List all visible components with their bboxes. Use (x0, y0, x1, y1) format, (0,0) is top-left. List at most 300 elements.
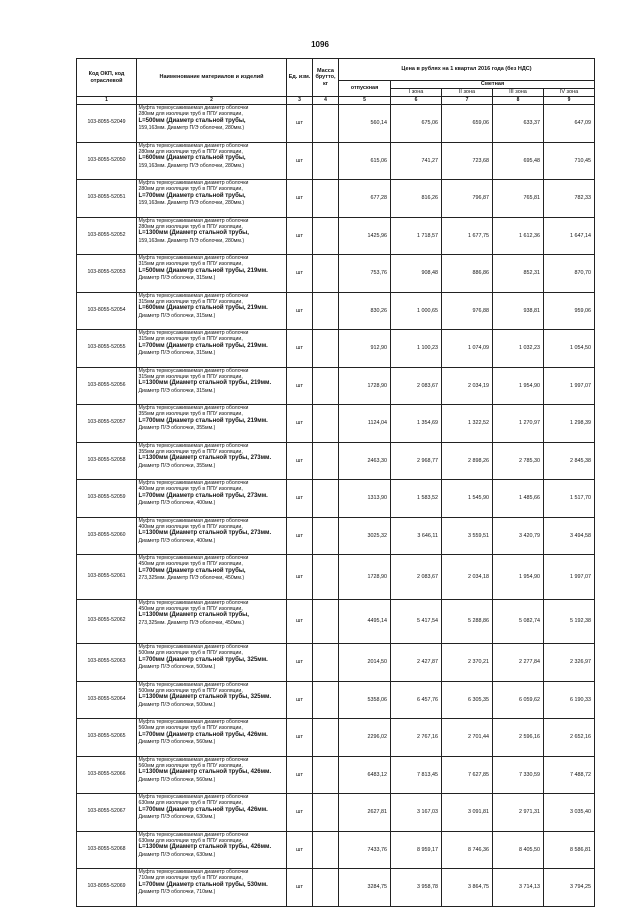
row-name-line: Диаметр П/Э оболочки, 315мм.) (138, 387, 216, 394)
row-name-line: 450мм для изоляции труб в ППУ изоляции, (138, 605, 243, 612)
row-name (137, 555, 287, 600)
row-name-line: Муфта термоусаживаемая диаметр оболочки (138, 719, 249, 725)
row-zone4-price: 1 298,39 (544, 405, 595, 443)
row-name (137, 794, 287, 832)
table-row (77, 599, 595, 644)
row-unit: шт (287, 330, 313, 368)
row-zone2-price: 796,87 (442, 180, 493, 218)
column-numbers-row (77, 97, 595, 105)
row-zone3-price: 3 714,13 (493, 869, 544, 907)
row-zone2-price: 5 288,86 (442, 599, 493, 644)
row-zone1-price: 2 968,77 (391, 442, 442, 480)
table-body (77, 105, 595, 907)
row-name-line: L=600мм (Диаметр стальной трубы, 219мм. (138, 305, 268, 312)
row-zone3-price: 1 032,23 (493, 330, 544, 368)
row-name-line: Муфта термоусаживаемая диаметр оболочки (138, 367, 249, 374)
row-name-line: L=1300мм (Диаметр стальной трубы, (138, 612, 249, 619)
table-header (77, 59, 595, 105)
row-name-line: L=1300мм (Диаметр стальной трубы, (138, 230, 249, 237)
row-code: 103-8055-52049 (77, 105, 137, 143)
row-zone1-price: 6 457,76 (391, 681, 442, 719)
row-name-line: Муфта термоусаживаемая диаметр оболочки (138, 180, 249, 186)
row-name-line: Диаметр П/Э оболочки, 560мм.) (138, 776, 216, 783)
row-zone3-price: 2 971,31 (493, 794, 544, 832)
row-code: 103-8055-52052 (77, 217, 137, 255)
row-mass (313, 330, 339, 368)
row-name-line: 400мм для изоляции труб в ППУ изоляции, (138, 486, 243, 493)
row-zone4-price: 6 190,33 (544, 681, 595, 719)
row-zone4-price: 5 192,38 (544, 599, 595, 644)
row-zone1-price: 2 083,67 (391, 555, 442, 600)
row-name-line: L=1300мм (Диаметр стальной трубы, 273мм. (138, 455, 272, 462)
row-name-line: Диаметр П/Э оболочки, 560мм.) (138, 739, 216, 745)
row-name-line: Муфта термоусаживаемая диаметр оболочки (138, 217, 249, 224)
row-mass (313, 442, 339, 480)
row-name-line: 315мм для изоляции труб в ППУ изоляции, (138, 336, 243, 343)
row-mass (313, 142, 339, 180)
row-name-line: Диаметр П/Э оболочки, 315мм.) (138, 350, 216, 356)
row-zone2-price: 3 091,81 (442, 794, 493, 832)
row-name-line: 630мм для изоляции труб в ППУ изоляции, (138, 800, 243, 807)
row-name-line: L=700мм (Диаметр стальной трубы, 219мм. (138, 417, 268, 424)
row-unit: шт (287, 105, 313, 143)
row-code: 103-8055-52055 (77, 330, 137, 368)
row-mass (313, 869, 339, 907)
row-unit: шт (287, 599, 313, 644)
row-name-line: 630мм для изоляции труб в ППУ изоляции, (138, 837, 243, 844)
row-zone4-price: 1 997,07 (544, 555, 595, 600)
row-zone2-price: 2 370,21 (442, 644, 493, 682)
row-unit: шт (287, 255, 313, 293)
row-name-line: 159,163мм. Диаметр П/Э оболочки, 280мм.) (138, 162, 245, 169)
row-name (137, 869, 287, 907)
row-unit: шт (287, 292, 313, 330)
row-name (137, 756, 287, 794)
row-name-line: L=700мм (Диаметр стальной трубы, 426мм. (138, 806, 268, 813)
row-zone3-price: 852,31 (493, 255, 544, 293)
table-row (77, 719, 595, 757)
row-zone4-price: 1 997,07 (544, 367, 595, 405)
row-zone2-price: 1 677,75 (442, 217, 493, 255)
row-zone1-price: 1 718,57 (391, 217, 442, 255)
row-zone4-price: 3 794,25 (544, 869, 595, 907)
row-name (137, 831, 287, 869)
row-name-line: Муфта термоусаживаемая диаметр оболочки (138, 644, 249, 650)
table-row (77, 555, 595, 600)
row-name-line: L=1300мм (Диаметр стальной трубы, 426мм. (138, 844, 272, 851)
row-zone3-price: 1 612,36 (493, 217, 544, 255)
row-code: 103-8055-52053 (77, 255, 137, 293)
table-row (77, 330, 595, 368)
row-zone2-price: 7 627,85 (442, 756, 493, 794)
row-zone1-price: 1 354,69 (391, 405, 442, 443)
row-mass (313, 831, 339, 869)
table-row (77, 405, 595, 443)
row-zone2-price: 2 034,19 (442, 367, 493, 405)
row-name-line: Муфта термоусаживаемая диаметр оболочки (138, 756, 249, 763)
row-name-line: L=1300мм (Диаметр стальной трубы, 426мм. (138, 769, 272, 776)
row-unit: шт (287, 142, 313, 180)
table-row (77, 255, 595, 293)
row-mass (313, 405, 339, 443)
column-number: 9 (544, 97, 595, 105)
row-name-line: Диаметр П/Э оболочки, 400мм.) (138, 537, 216, 544)
row-name-line: Муфта термоусаживаемая диаметр оболочки (138, 292, 249, 299)
row-unit: шт (287, 794, 313, 832)
row-code: 103-8055-52059 (77, 480, 137, 518)
row-name-line: L=600мм (Диаметр стальной трубы, (138, 155, 246, 162)
header-mass: Масса брутто, кг (313, 59, 339, 97)
row-name-line: 560мм для изоляции труб в ППУ изоляции, (138, 762, 243, 769)
row-mass (313, 756, 339, 794)
row-name-line: Диаметр П/Э оболочки, 500мм.) (138, 664, 216, 670)
row-name-line: Диаметр П/Э оболочки, 355мм.) (138, 462, 216, 469)
row-mass (313, 517, 339, 555)
header-zone-2: II зона (442, 89, 493, 97)
header-code: Код ОКП, код отраслевой (77, 59, 137, 97)
row-zone2-price: 2 898,26 (442, 442, 493, 480)
header-zone-4: IV зона (544, 89, 595, 97)
row-zone3-price: 1 954,90 (493, 555, 544, 600)
row-zone3-price: 5 082,74 (493, 599, 544, 644)
row-name-line: L=1300мм (Диаметр стальной трубы, 219мм. (138, 380, 272, 387)
row-unit: шт (287, 681, 313, 719)
row-zone3-price: 8 405,50 (493, 831, 544, 869)
row-unit: шт (287, 180, 313, 218)
row-zone1-price: 816,26 (391, 180, 442, 218)
table-row (77, 756, 595, 794)
row-name-line: 280мм для изоляции труб в ППУ изоляции, (138, 223, 243, 230)
row-unit: шт (287, 644, 313, 682)
row-zone3-price: 1 954,90 (493, 367, 544, 405)
row-name-line: 280мм для изоляции труб в ППУ изоляции, (138, 148, 243, 155)
row-zone1-price: 3 958,78 (391, 869, 442, 907)
row-zone1-price: 2 083,67 (391, 367, 442, 405)
row-zone3-price: 633,37 (493, 105, 544, 143)
row-unit: шт (287, 405, 313, 443)
row-code: 103-8055-52067 (77, 794, 137, 832)
row-code: 103-8055-52065 (77, 719, 137, 757)
row-name (137, 367, 287, 405)
row-name-line: Муфта термоусаживаемая диаметр оболочки (138, 831, 249, 838)
row-mass (313, 480, 339, 518)
row-code: 103-8055-52069 (77, 869, 137, 907)
row-name-line: 560мм для изоляции труб в ППУ изоляции, (138, 725, 243, 732)
row-release-price: 1425,96 (339, 217, 391, 255)
row-release-price: 2014,50 (339, 644, 391, 682)
row-name-line: L=500мм (Диаметр стальной трубы, (138, 117, 246, 124)
row-name-line: Муфта термоусаживаемая диаметр оболочки (138, 869, 249, 875)
row-name-line: L=700мм (Диаметр стальной трубы, (138, 567, 246, 574)
row-name-line: 315мм для изоляции труб в ППУ изоляции, (138, 373, 243, 380)
row-name-line: Муфта термоусаживаемая диаметр оболочки (138, 255, 249, 261)
row-name (137, 405, 287, 443)
row-name (137, 180, 287, 218)
row-name-line: 159,163мм. Диаметр П/Э оболочки, 280мм.) (138, 200, 245, 206)
row-zone1-price: 908,48 (391, 255, 442, 293)
row-name-line: Муфта термоусаживаемая диаметр оболочки (138, 517, 249, 524)
row-name-line: Муфта термоусаживаемая диаметр оболочки (138, 681, 249, 688)
row-zone3-price: 2 596,16 (493, 719, 544, 757)
row-zone4-price: 959,06 (544, 292, 595, 330)
column-number: 4 (313, 97, 339, 105)
row-name-line: Диаметр П/Э оболочки, 400мм.) (138, 500, 216, 506)
row-name-line: Диаметр П/Э оболочки, 630мм.) (138, 814, 216, 820)
row-zone2-price: 3 864,75 (442, 869, 493, 907)
row-name-line: Муфта термоусаживаемая диаметр оболочки (138, 330, 249, 336)
row-zone1-price: 2 427,87 (391, 644, 442, 682)
row-zone4-price: 7 488,72 (544, 756, 595, 794)
row-zone3-price: 765,81 (493, 180, 544, 218)
row-zone2-price: 1 074,09 (442, 330, 493, 368)
row-zone2-price: 886,86 (442, 255, 493, 293)
row-name-line: Муфта термоусаживаемая диаметр оболочки (138, 480, 249, 486)
row-name (137, 105, 287, 143)
table-row (77, 681, 595, 719)
row-name (137, 681, 287, 719)
row-name (137, 719, 287, 757)
row-zone2-price: 723,68 (442, 142, 493, 180)
row-name-line: 355мм для изоляции труб в ППУ изоляции, (138, 411, 243, 418)
table-row (77, 794, 595, 832)
row-code: 103-8055-52066 (77, 756, 137, 794)
row-name-line: 500мм для изоляции труб в ППУ изоляции, (138, 687, 243, 694)
table-row (77, 644, 595, 682)
row-unit: шт (287, 442, 313, 480)
row-zone4-price: 2 652,16 (544, 719, 595, 757)
row-zone4-price: 2 845,38 (544, 442, 595, 480)
row-zone3-price: 7 330,59 (493, 756, 544, 794)
row-name-line: Диаметр П/Э оболочки, 315мм.) (138, 275, 216, 281)
row-zone2-price: 8 746,36 (442, 831, 493, 869)
row-code: 103-8055-52050 (77, 142, 137, 180)
row-zone3-price: 1 485,66 (493, 480, 544, 518)
row-zone3-price: 6 059,62 (493, 681, 544, 719)
row-name (137, 217, 287, 255)
row-release-price: 912,90 (339, 330, 391, 368)
row-name-line: 273,325мм. Диаметр П/Э оболочки, 450мм.) (138, 575, 245, 581)
row-name-line: L=700мм (Диаметр стальной трубы, 530мм. (138, 881, 268, 888)
row-unit: шт (287, 555, 313, 600)
row-name-line: 273,325мм. Диаметр П/Э оболочки, 450мм.) (138, 619, 245, 626)
row-unit: шт (287, 869, 313, 907)
row-name (137, 142, 287, 180)
row-release-price: 1728,90 (339, 367, 391, 405)
row-name-line: L=500мм (Диаметр стальной трубы, 219мм. (138, 267, 268, 274)
row-name (137, 644, 287, 682)
table-row (77, 105, 595, 143)
row-release-price: 615,06 (339, 142, 391, 180)
row-name-line: 280мм для изоляции труб в ППУ изоляции, (138, 111, 243, 118)
row-release-price: 3284,75 (339, 869, 391, 907)
row-name (137, 292, 287, 330)
row-zone3-price: 938,81 (493, 292, 544, 330)
row-unit: шт (287, 217, 313, 255)
row-zone4-price: 8 586,81 (544, 831, 595, 869)
row-unit: шт (287, 719, 313, 757)
row-release-price: 677,28 (339, 180, 391, 218)
row-zone2-price: 6 305,35 (442, 681, 493, 719)
row-name-line: L=700мм (Диаметр стальной трубы, 426мм. (138, 731, 268, 738)
row-name-line: 280мм для изоляции труб в ППУ изоляции, (138, 186, 243, 193)
row-zone2-price: 3 559,51 (442, 517, 493, 555)
row-mass (313, 719, 339, 757)
row-name (137, 442, 287, 480)
table-row (77, 869, 595, 907)
row-name-line: Муфта термоусаживаемая диаметр оболочки (138, 142, 249, 149)
row-unit: шт (287, 517, 313, 555)
row-zone1-price: 3 646,11 (391, 517, 442, 555)
header-zone-1: I зона (391, 89, 442, 97)
table-row (77, 442, 595, 480)
row-name-line: Муфта термоусаживаемая диаметр оболочки (138, 405, 249, 411)
header-release: отпускная (339, 81, 391, 97)
row-zone1-price: 3 167,03 (391, 794, 442, 832)
row-name (137, 599, 287, 644)
table-row (77, 480, 595, 518)
row-zone1-price: 2 767,16 (391, 719, 442, 757)
row-unit: шт (287, 756, 313, 794)
row-zone4-price: 782,33 (544, 180, 595, 218)
row-release-price: 6483,12 (339, 756, 391, 794)
row-name-line: 315мм для изоляции труб в ППУ изоляции, (138, 261, 243, 268)
row-code: 103-8055-52057 (77, 405, 137, 443)
column-number: 7 (442, 97, 493, 105)
row-zone4-price: 710,45 (544, 142, 595, 180)
row-release-price: 7433,76 (339, 831, 391, 869)
row-release-price: 5358,06 (339, 681, 391, 719)
row-code: 103-8055-52056 (77, 367, 137, 405)
page-number: 1096 (311, 40, 329, 49)
row-mass (313, 599, 339, 644)
row-zone1-price: 1 000,65 (391, 292, 442, 330)
row-name (137, 480, 287, 518)
table-row (77, 217, 595, 255)
row-code: 103-8055-52054 (77, 292, 137, 330)
row-code: 103-8055-52060 (77, 517, 137, 555)
row-code: 103-8055-52051 (77, 180, 137, 218)
row-zone4-price: 3 494,58 (544, 517, 595, 555)
row-mass (313, 794, 339, 832)
row-unit: шт (287, 831, 313, 869)
row-name-line: 159,163мм. Диаметр П/Э оболочки, 280мм.) (138, 237, 245, 244)
row-release-price: 560,14 (339, 105, 391, 143)
column-number: 3 (287, 97, 313, 105)
table-row (77, 517, 595, 555)
row-name-line: Диаметр П/Э оболочки, 630мм.) (138, 851, 216, 858)
row-release-price: 2463,30 (339, 442, 391, 480)
row-release-price: 753,76 (339, 255, 391, 293)
row-mass (313, 644, 339, 682)
row-name-line: L=700мм (Диаметр стальной трубы, (138, 192, 246, 199)
row-mass (313, 217, 339, 255)
row-name-line: L=1300мм (Диаметр стальной трубы, 325мм. (138, 694, 272, 701)
row-code: 103-8055-52058 (77, 442, 137, 480)
row-code: 103-8055-52062 (77, 599, 137, 644)
row-release-price: 1124,04 (339, 405, 391, 443)
row-release-price: 1313,90 (339, 480, 391, 518)
header-unit: Ед. изм. (287, 59, 313, 97)
row-unit: шт (287, 480, 313, 518)
table-row (77, 831, 595, 869)
row-zone3-price: 1 270,97 (493, 405, 544, 443)
row-code: 103-8055-52068 (77, 831, 137, 869)
row-release-price: 4495,14 (339, 599, 391, 644)
price-table (76, 58, 595, 907)
row-name (137, 330, 287, 368)
row-release-price: 3025,32 (339, 517, 391, 555)
column-number: 8 (493, 97, 544, 105)
row-code: 103-8055-52064 (77, 681, 137, 719)
column-number: 6 (391, 97, 442, 105)
row-name-line: Диаметр П/Э оболочки, 355мм.) (138, 425, 216, 431)
row-zone4-price: 1 517,70 (544, 480, 595, 518)
row-zone4-price: 2 326,97 (544, 644, 595, 682)
row-zone1-price: 8 959,17 (391, 831, 442, 869)
row-zone3-price: 2 785,30 (493, 442, 544, 480)
row-name-line: 500мм для изоляции труб в ППУ изоляции, (138, 650, 243, 657)
row-unit: шт (287, 367, 313, 405)
row-zone4-price: 870,70 (544, 255, 595, 293)
header-estimate: Сметная (391, 81, 595, 89)
row-zone4-price: 1 647,14 (544, 217, 595, 255)
header-name: Наименование материалов и изделий (137, 59, 287, 97)
row-mass (313, 367, 339, 405)
row-name-line: Муфта термоусаживаемая диаметр оболочки (138, 599, 249, 606)
row-release-price: 2627,81 (339, 794, 391, 832)
row-zone2-price: 1 545,90 (442, 480, 493, 518)
row-zone1-price: 5 417,54 (391, 599, 442, 644)
row-zone2-price: 976,88 (442, 292, 493, 330)
row-mass (313, 180, 339, 218)
row-name-line: Диаметр П/Э оболочки, 500мм.) (138, 701, 216, 708)
row-name-line: 710мм для изоляции труб в ППУ изоляции, (138, 875, 243, 882)
row-zone4-price: 1 054,50 (544, 330, 595, 368)
row-name-line: 355мм для изоляции труб в ППУ изоляции, (138, 448, 243, 455)
table-row (77, 292, 595, 330)
row-release-price: 830,26 (339, 292, 391, 330)
row-zone2-price: 659,06 (442, 105, 493, 143)
column-number: 2 (137, 97, 287, 105)
row-name-line: Муфта термоусаживаемая диаметр оболочки (138, 794, 249, 800)
row-zone1-price: 1 100,23 (391, 330, 442, 368)
row-mass (313, 555, 339, 600)
row-name-line: Диаметр П/Э оболочки, 710мм.) (138, 889, 216, 895)
row-name (137, 255, 287, 293)
row-zone1-price: 675,06 (391, 105, 442, 143)
row-zone1-price: 7 813,45 (391, 756, 442, 794)
row-zone2-price: 2 701,44 (442, 719, 493, 757)
table-row (77, 180, 595, 218)
row-code: 103-8055-52061 (77, 555, 137, 600)
row-code: 103-8055-52063 (77, 644, 137, 682)
row-name-line: L=700мм (Диаметр стальной трубы, 219мм. (138, 342, 268, 349)
row-name-line: Муфта термоусаживаемая диаметр оболочки (138, 105, 249, 111)
row-zone3-price: 2 277,84 (493, 644, 544, 682)
row-release-price: 2296,02 (339, 719, 391, 757)
row-zone4-price: 3 035,40 (544, 794, 595, 832)
row-name-line: L=700мм (Диаметр стальной трубы, 273мм. (138, 492, 268, 499)
table-row (77, 142, 595, 180)
header-price-group: Цена в рублях на 1 квартал 2016 года (без НДС) (339, 59, 595, 81)
row-zone2-price: 2 034,18 (442, 555, 493, 600)
row-mass (313, 292, 339, 330)
row-name-line: Муфта термоусаживаемая диаметр оболочки (138, 555, 249, 561)
row-zone4-price: 647,09 (544, 105, 595, 143)
row-name-line: Диаметр П/Э оболочки, 315мм.) (138, 312, 216, 319)
row-name-line: 400мм для изоляции труб в ППУ изоляции, (138, 523, 243, 530)
header-zone-3: III зона (493, 89, 544, 97)
